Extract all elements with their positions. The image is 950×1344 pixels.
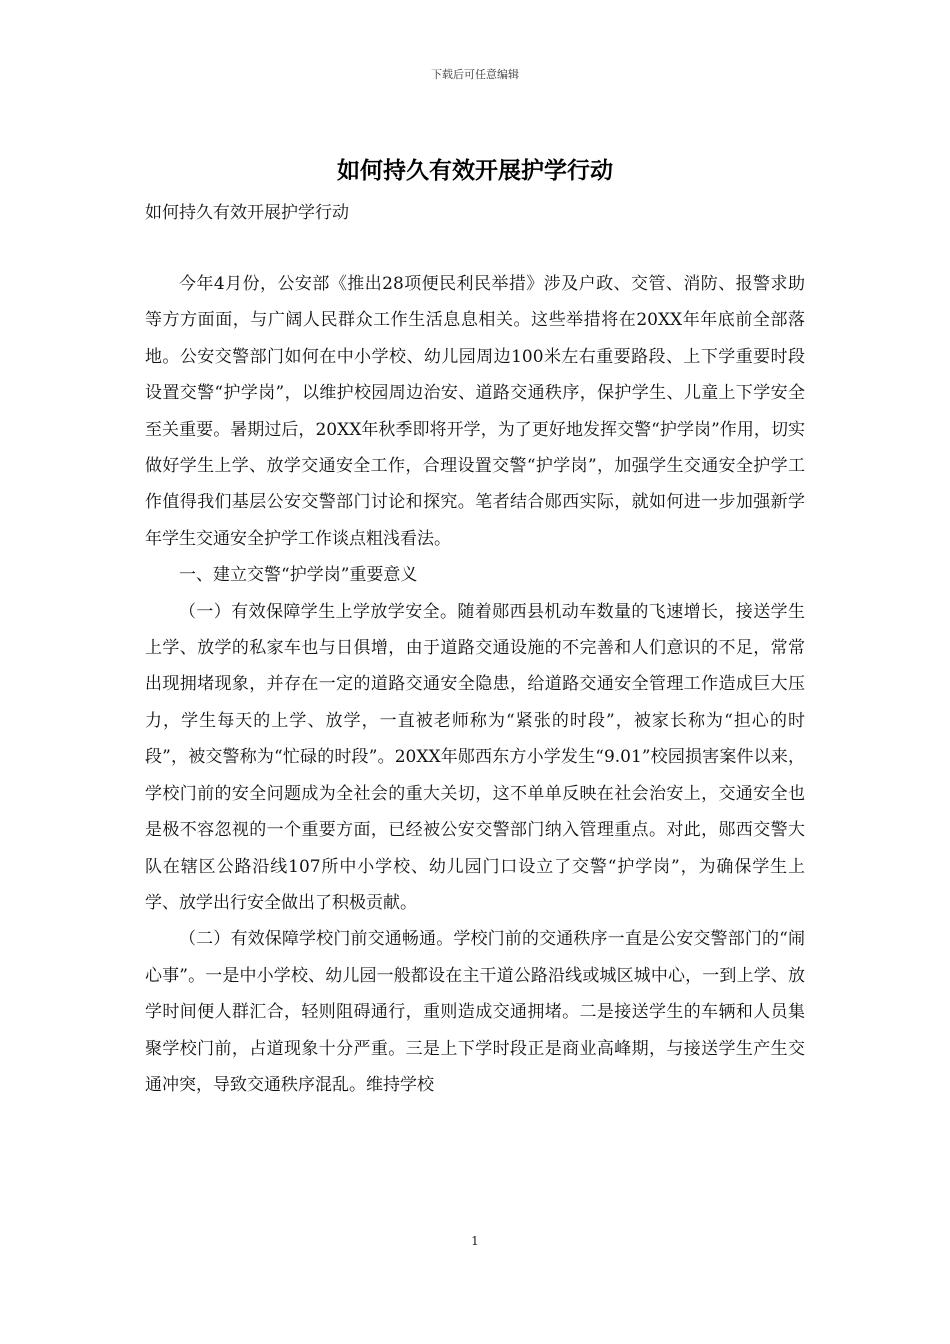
header-note: 下载后可任意编辑 <box>431 68 519 81</box>
document-body <box>145 266 805 1103</box>
paragraph-section-1: （一）有效保障学生上学放学安全。随着郧西县机动车数量的飞速增长，接送学生上学、放学的私家车也与日俱增，由于道路交通设施的不完善和人们意识的不足，常常出现拥堵现象，并存在一定的道路交通安全隐患，给道路交通安全管理工作造成巨大压力，学生每天的上学、放学，一直被老师称为“紧张的时段”，被家长称为“担心的时段”，被交警称为“忙碌的时段”。20XX年郧西东方小学发生“9.01”校园损害案件以来，学校门前的安全问题成为全社会的重大关切，这不单单反映在社会治安上，交通安全也是极不容忽视的一个重要方面，已经被公安交警部门纳入管理重点。对此，郧西交警大队在辖区公路沿线107所中小学校、幼儿园门口设立了交警“护学岗”，为确保学生上学、放学出行安全做出了积极贡献。 <box>145 601 805 913</box>
document-subtitle: 如何持久有效开展护学行动 <box>145 203 349 223</box>
paragraph-section-2: （二）有效保障学校门前交通畅通。学校门前的交通秩序一直是公安交警部门的“闹心事”。一是中小学校、幼儿园一般都设在主干道公路沿线或城区城中心，一到上学、放学时间便人群汇合，轻则阻碍通行，重则造成交通拥堵。二是接送学生的车辆和人员集聚学校门前，占道现象十分严重。三是上下学时段正是商业高峰期，与接送学生产生交通冲突，导致交通秩序混乱。维持学校 <box>145 929 805 1095</box>
page-number: 1 <box>471 1234 479 1248</box>
document-title: 如何持久有效开展护学行动 <box>337 157 613 184</box>
paragraph-intro: 今年4月份，公安部《推出28项便民利民举措》涉及户政、交管、消防、报警求助等方方面面，与广阔人民群众工作生活息息相关。这些举措将在20XX年年底前全部落地。公安交警部门如何在中小学校、幼儿园周边100米左右重要路段、上下学重要时段设置交警“护学岗”，以维护校园周边治安、道路交通秩序，保护学生、儿童上下学安全至关重要。暑期过后，20XX年秋季即将开学，为了更好地发挥交警“护学岗”作用，切实做好学生上学、放学交通安全工作，合理设置交警“护学岗”，加强学生交通安全护学工作值得我们基层公安交警部门讨论和探究。笔者结合郧西实际，就如何进一步加强新学年学生交通安全护学工作谈点粗浅看法。 <box>145 274 805 549</box>
section-heading: 一、建立交警“护学岗”重要意义 <box>179 565 418 586</box>
